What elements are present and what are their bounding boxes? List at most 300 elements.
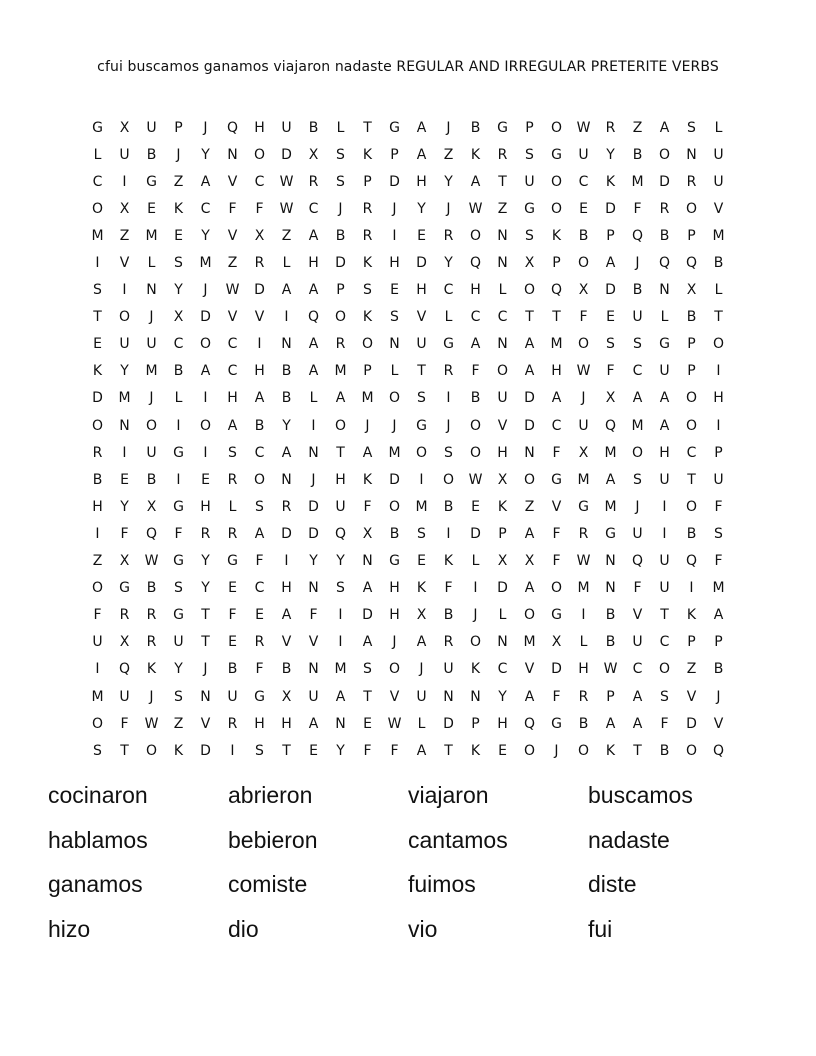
grid-letter: P [714,634,723,651]
grid-letter: A [416,742,427,759]
grid-letter: Y [201,553,210,570]
grid-letter: G [416,417,427,434]
grid-letter: S [336,173,345,190]
grid-letter: Q [631,227,644,244]
grid-letter: P [174,119,183,136]
grid-letter: R [200,525,211,542]
grid-letter: C [200,200,211,217]
grid-letter: T [525,309,534,326]
grid-letter: U [146,119,157,136]
grid-letter: R [605,119,616,136]
grid-letter: K [605,742,616,759]
grid-letter: E [228,580,237,597]
grid-letter: V [389,688,400,705]
grid-letter: I [689,580,694,597]
grid-letter: Z [173,715,184,732]
grid-letter: F [228,200,237,217]
grid-letter: K [362,471,373,488]
grid-letter: U [659,471,670,488]
grid-letter: M [604,444,617,461]
grid-letter: E [201,471,210,488]
grid-letter: S [174,255,183,272]
grid-letter: F [444,580,453,597]
grid-letter: H [389,255,400,272]
grid-letter: O [91,200,104,217]
grid-letter: V [551,498,562,515]
grid-letter: A [524,525,535,542]
grid-letter: V [227,309,238,326]
grid-letter: R [578,688,589,705]
grid-letter: T [417,363,426,380]
grid-letter: U [632,309,643,326]
grid-letter: B [281,661,292,678]
grid-letter: S [255,498,264,515]
grid-letter: W [576,553,591,570]
grid-letter: B [686,525,697,542]
grid-letter: R [362,227,373,244]
grid-letter: E [309,742,318,759]
grid-letter: O [685,498,698,515]
grid-letter: J [473,607,478,624]
grid-letter: D [92,390,103,407]
grid-letter: B [146,580,157,597]
grid-letter: O [685,390,698,407]
grid-letter: D [659,173,670,190]
grid-letter: N [497,634,508,651]
grid-letter: A [659,119,670,136]
grid-letter: J [149,390,154,407]
grid-letter: N [227,146,238,163]
grid-letter: O [631,444,644,461]
grid-letter: N [146,282,157,299]
grid-letter: J [392,634,397,651]
grid-letter: C [497,661,508,678]
grid-letter: Z [632,119,643,136]
grid-letter: O [388,498,401,515]
grid-letter: P [606,227,615,244]
grid-letter: F [552,553,561,570]
grid-letter: U [227,688,238,705]
grid-letter: U [524,173,535,190]
grid-letter: T [552,309,561,326]
grid-letter: M [145,227,158,244]
word-list-item: viajaron [408,782,489,808]
grid-letter: T [633,742,642,759]
grid-letter: P [390,146,399,163]
grid-letter: R [578,525,589,542]
grid-letter: S [174,688,183,705]
grid-letter: Y [201,580,210,597]
grid-letter: F [120,715,129,732]
grid-letter: N [443,688,454,705]
grid-letter: S [525,146,534,163]
grid-letter: S [336,580,345,597]
grid-letter: Y [336,553,345,570]
grid-letter: Z [281,227,292,244]
grid-letter: J [149,688,154,705]
grid-letter: T [336,444,345,461]
grid-letter: L [336,119,345,136]
grid-letter: J [203,661,208,678]
grid-letter: O [118,309,131,326]
grid-letter: N [659,282,670,299]
grid-letter: I [95,255,100,272]
grid-letter: B [389,525,400,542]
grid-letter: E [471,498,480,515]
grid-letter: O [685,742,698,759]
grid-letter: E [579,200,588,217]
grid-letter: B [92,471,103,488]
grid-letter: X [362,525,373,542]
grid-letter: D [281,146,292,163]
grid-letter: A [713,607,724,624]
grid-letter: M [550,336,563,353]
grid-letter: B [659,742,670,759]
grid-letter: O [469,417,482,434]
grid-letter: F [120,525,129,542]
grid-letter: I [122,444,127,461]
grid-letter: W [144,715,159,732]
grid-letter: R [443,634,454,651]
grid-letter: N [497,227,508,244]
grid-letter: A [470,336,481,353]
grid-letter: N [335,715,346,732]
grid-letter: R [281,498,292,515]
grid-letter: F [552,688,561,705]
grid-letter: D [362,607,373,624]
word-list-item: hizo [48,915,91,942]
grid-letter: O [577,742,590,759]
grid-letter: W [144,553,159,570]
grid-letter: K [173,200,184,217]
grid-letter: G [146,173,157,190]
grid-letter: V [119,255,130,272]
word-list-item: fui [588,915,613,942]
grid-letter: Q [712,742,725,759]
grid-letter: M [712,580,725,597]
word-list-item: fuimos [408,871,476,897]
grid-letter: D [524,417,535,434]
grid-letter: C [92,173,103,190]
grid-letter: I [122,173,127,190]
grid-letter: C [551,417,562,434]
grid-letter: D [200,742,211,759]
grid-letter: D [416,255,427,272]
word-list-item: nadaste [588,826,670,853]
grid-letter: Q [334,525,347,542]
grid-letter: O [253,471,266,488]
grid-letter: G [605,525,616,542]
grid-letter: G [443,336,454,353]
grid-letter: O [469,227,482,244]
grid-letter: U [119,146,130,163]
grid-letter: S [525,227,534,244]
grid-letter: B [335,227,346,244]
grid-letter: A [632,390,643,407]
grid-letter: Q [604,417,617,434]
grid-letter: V [524,661,535,678]
grid-letter: F [633,200,642,217]
grid-letter: K [362,255,373,272]
grid-letter: Z [227,255,238,272]
grid-letter: G [551,471,562,488]
grid-letter: O [388,390,401,407]
grid-letter: K [362,146,373,163]
grid-letter: E [147,200,156,217]
grid-letter: Y [417,200,426,217]
grid-letter: O [712,336,725,353]
grid-letter: A [362,580,373,597]
grid-letter: R [227,525,238,542]
grid-letter: A [416,634,427,651]
grid-letter: N [308,580,319,597]
grid-letter: F [255,553,264,570]
grid-letter: G [659,336,670,353]
grid-letter: G [173,553,184,570]
grid-letter: P [363,173,372,190]
grid-letter: E [93,336,102,353]
grid-letter: Z [173,173,184,190]
grid-letter: T [444,742,453,759]
grid-letter: O [253,146,266,163]
grid-letter: O [442,471,455,488]
grid-letter: U [92,634,103,651]
grid-letter: X [524,553,535,570]
grid-letter: V [497,417,508,434]
grid-letter: E [498,742,507,759]
grid-letter: S [363,282,372,299]
word-list-item: buscamos [588,782,693,808]
grid-letter: B [605,607,616,624]
grid-letter: H [551,363,562,380]
grid-letter: U [335,498,346,515]
grid-letter: N [281,336,292,353]
grid-letter: J [365,417,370,434]
page-title: cfui buscamos ganamos viajaron nadaste REGULAR AND IRREGULAR PRETERITE VERBS [97,59,719,75]
grid-letter: W [225,282,240,299]
grid-letter: L [714,282,723,299]
grid-letter: H [254,119,265,136]
grid-letter: G [551,715,562,732]
grid-letter: C [308,200,319,217]
grid-letter: Y [120,363,129,380]
grid-letter: S [417,525,426,542]
word-list-item: cocinaron [48,782,148,808]
grid-letter: Z [497,200,508,217]
grid-letter: E [255,607,264,624]
grid-letter: C [497,309,508,326]
grid-letter: B [659,227,670,244]
grid-letter: E [417,553,426,570]
grid-letter: S [390,309,399,326]
grid-letter: I [338,607,343,624]
grid-letter: A [254,390,265,407]
grid-letter: P [606,688,615,705]
grid-letter: G [389,119,400,136]
grid-letter: C [578,173,589,190]
grid-letter: F [228,607,237,624]
grid-letter: B [281,390,292,407]
grid-letter: T [363,119,372,136]
grid-letter: P [552,255,561,272]
grid-letter: J [203,282,208,299]
grid-letter: A [254,525,265,542]
grid-letter: A [551,390,562,407]
grid-letter: J [176,146,181,163]
grid-letter: G [119,580,130,597]
grid-letter: B [470,119,481,136]
grid-letter: T [282,742,291,759]
grid-letter: S [417,390,426,407]
grid-letter: S [660,688,669,705]
grid-letter: K [362,309,373,326]
word-list-item: comiste [228,871,308,897]
grid-letter: B [308,119,319,136]
grid-letter: G [173,444,184,461]
grid-letter: M [577,471,590,488]
grid-letter: N [389,336,400,353]
grid-letter: Z [92,553,103,570]
grid-letter: Q [550,282,563,299]
grid-letter: D [335,255,346,272]
grid-letter: A [308,715,319,732]
grid-letter: M [91,688,104,705]
grid-letter: D [200,309,211,326]
grid-letter: J [392,200,397,217]
grid-letter: O [658,661,671,678]
grid-letter: I [716,417,721,434]
word-list [48,777,768,955]
grid-letter: K [146,661,157,678]
grid-letter: J [149,309,154,326]
grid-letter: C [632,363,643,380]
grid-letter: J [635,255,640,272]
grid-letter: J [446,417,451,434]
grid-letter: D [524,390,535,407]
grid-letter: K [497,498,508,515]
grid-letter: M [199,255,212,272]
grid-letter: B [443,607,454,624]
grid-letter: B [578,227,589,244]
grid-letter: N [281,471,292,488]
grid-letter: H [470,282,481,299]
grid-letter: A [632,688,643,705]
grid-letter: R [92,444,103,461]
grid-letter: C [227,363,238,380]
grid-letter: M [631,173,644,190]
grid-letter: K [470,742,481,759]
grid-letter: N [605,580,616,597]
grid-letter: D [497,580,508,597]
grid-letter: W [603,661,618,678]
grid-letter: B [632,282,643,299]
grid-letter: T [363,688,372,705]
grid-letter: G [389,553,400,570]
grid-letter: V [281,634,292,651]
grid-letter: I [122,282,127,299]
grid-letter: A [524,363,535,380]
grid-letter: P [525,119,534,136]
grid-letter: B [281,363,292,380]
grid-letter: M [91,227,104,244]
grid-letter: H [389,580,400,597]
grid-letter: Y [120,498,129,515]
grid-letter: B [227,661,238,678]
grid-letter: S [174,580,183,597]
grid-letter: T [93,309,102,326]
grid-letter: Z [443,146,454,163]
grid-letter: R [146,634,157,651]
grid-letter: Q [658,255,671,272]
grid-letter: N [497,255,508,272]
grid-letter: S [228,444,237,461]
grid-letter: R [335,336,346,353]
grid-letter: S [606,336,615,353]
grid-letter: I [95,525,100,542]
grid-letter: A [308,227,319,244]
grid-letter: X [551,634,562,651]
grid-letter: F [660,715,669,732]
grid-letter: W [468,200,483,217]
grid-letter: H [659,444,670,461]
grid-letter: R [146,607,157,624]
grid-letter: X [281,688,292,705]
grid-letter: U [146,336,157,353]
grid-letter: R [659,200,670,217]
grid-letter: N [605,553,616,570]
grid-letter: Q [469,255,482,272]
grid-letter: N [362,553,373,570]
grid-letter: X [119,200,130,217]
grid-letter: Y [282,417,291,434]
grid-letter: H [713,390,724,407]
grid-letter: U [416,688,427,705]
grid-letter: G [578,498,589,515]
grid-letter: J [392,417,397,434]
grid-letter: K [470,661,481,678]
grid-letter: O [334,309,347,326]
grid-letter: F [309,607,318,624]
grid-letter: Q [685,255,698,272]
grid-letter: A [605,715,616,732]
grid-letter: R [443,363,454,380]
grid-letter: M [334,661,347,678]
grid-letter: F [714,553,723,570]
grid-letter: Q [226,119,239,136]
grid-letter: C [173,336,184,353]
grid-letter: S [93,282,102,299]
word-list-item: cantamos [408,826,508,853]
grid-letter: A [524,580,535,597]
grid-letter: P [714,444,723,461]
grid-letter: V [632,607,643,624]
grid-letter: K [686,607,697,624]
grid-letter: N [524,444,535,461]
grid-letter: X [524,255,535,272]
grid-letter: I [284,553,289,570]
grid-letter: A [335,390,346,407]
grid-letter: A [605,471,616,488]
word-list-item: diste [588,871,637,897]
grid-letter: T [498,173,507,190]
grid-letter: L [714,119,723,136]
grid-letter: B [254,417,265,434]
grid-letter: L [147,255,156,272]
grid-letter: V [227,227,238,244]
grid-letter: D [281,525,292,542]
grid-letter: R [254,634,265,651]
grid-letter: B [713,661,724,678]
